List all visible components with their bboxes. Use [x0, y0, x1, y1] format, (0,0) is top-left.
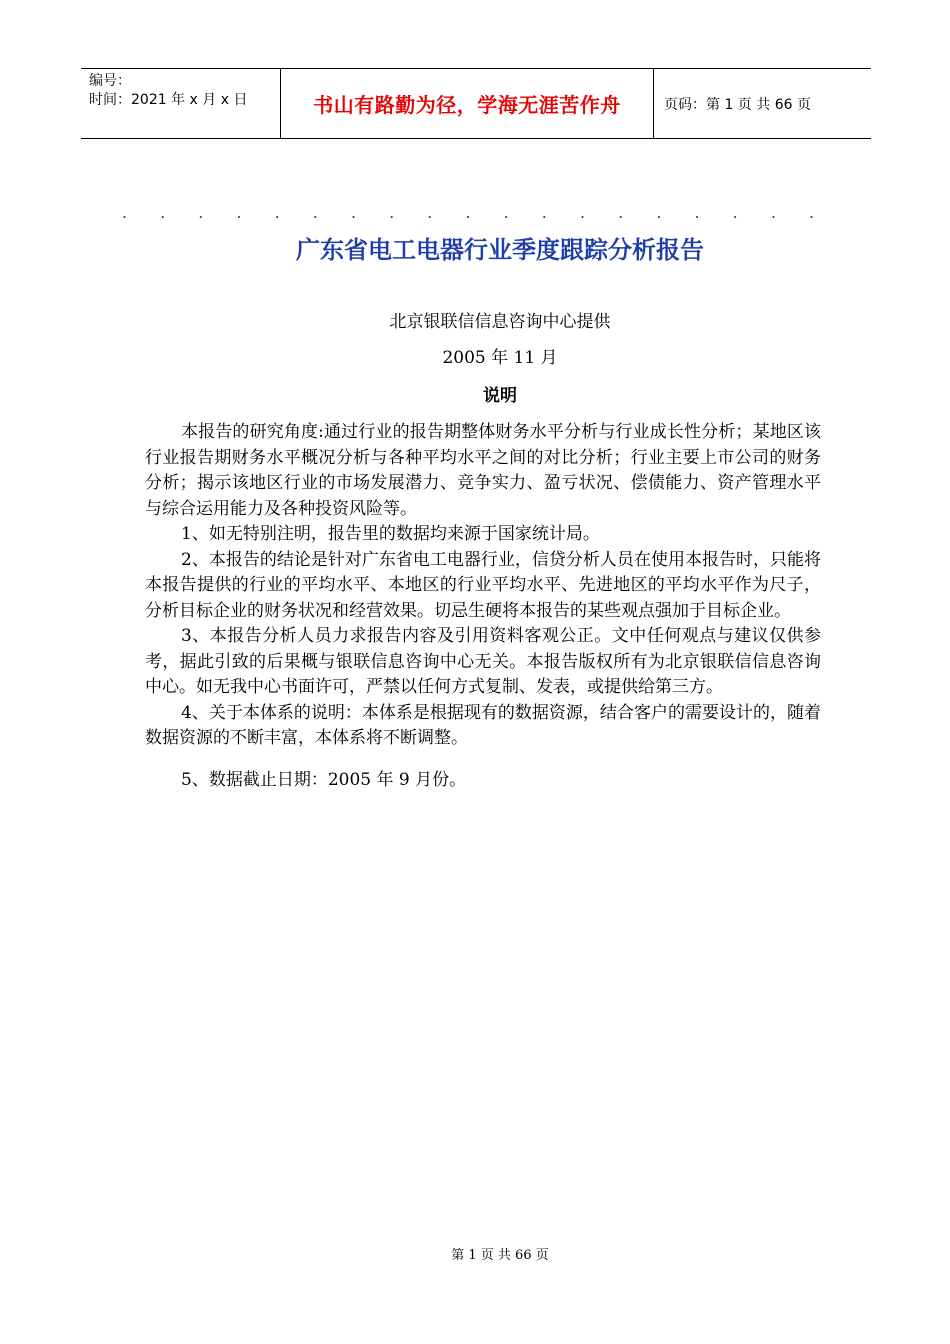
paragraph-1: 1、如无特别注明，报告里的数据均来源于国家统计局。	[181, 524, 600, 544]
page-info: 页码：第 1 页 共 66 页	[664, 96, 811, 113]
paragraph-4: 4、关于本体系的说明：本体系是根据现有的数据资源，结合客户的需要设计的，随着数据资源的不断丰富，本体系将不断调整。	[145, 702, 821, 748]
page-footer	[0, 1247, 950, 1265]
header-page-cell	[654, 69, 871, 138]
header-meta-cell	[81, 69, 281, 138]
header-table	[81, 68, 871, 139]
paragraph-intro: 本报告的研究角度:通过行业的报告期整体财务水平分析与行业成长性分析；某地区该行业报告期财务水平概况分析与各种平均水平之间的对比分析；行业主要上市公司的财务分析；揭示该地区行业的市场发展潜力、竞争实力、盈亏状况、偿债能力、资产管理水平与综合运用能力及各种投资风险等。	[145, 422, 821, 519]
report-date-text: 2005 年 11 月	[442, 348, 558, 368]
paragraph-2: 2、本报告的结论是针对广东省电工电器行业，信贷分析人员在使用本报告时，只能将本报告提供的行业的平均水平、本地区的行业平均水平、先进地区的平均水平作为尺子，分析目标企业的财务状况和经营效果。切忌生硬将本报告的某些观点强加于目标企业。	[145, 549, 821, 621]
note-heading-text: 说明	[483, 386, 517, 406]
report-title-text: 广东省电工电器行业季度跟踪分析报告	[296, 236, 704, 264]
decorative-dots: . . . . . . . . . . . . . . . . . . .	[121, 203, 829, 222]
report-date	[0, 346, 950, 370]
footer-page-number: 第 1 页 共 66 页	[451, 1248, 549, 1263]
paragraph-5: 5、数据截止日期：2005 年 9 月份。	[181, 769, 467, 790]
note-heading	[0, 384, 950, 408]
provider-line	[0, 310, 950, 334]
header-motto-cell	[281, 69, 654, 138]
paragraph-3: 3、本报告分析人员力求报告内容及引用资料客观公正。文中任何观点与建议仅供参考，据此引致的后果概与银联信息咨询中心无关。本报告版权所有为北京银联信信息咨询中心。如无我中心书面许可，严禁以任何方式复制、发表，或提供给第三方。	[145, 626, 821, 697]
motto-text: 书山有路勤为径，学海无涯苦作舟	[313, 93, 621, 117]
time-label: 时间：2021 年 x 月 x 日	[89, 92, 248, 108]
provider-text: 北京银联信信息咨询中心提供	[389, 312, 611, 332]
report-title	[0, 232, 950, 268]
body-text	[145, 420, 821, 793]
serial-label: 编号：	[89, 73, 131, 89]
